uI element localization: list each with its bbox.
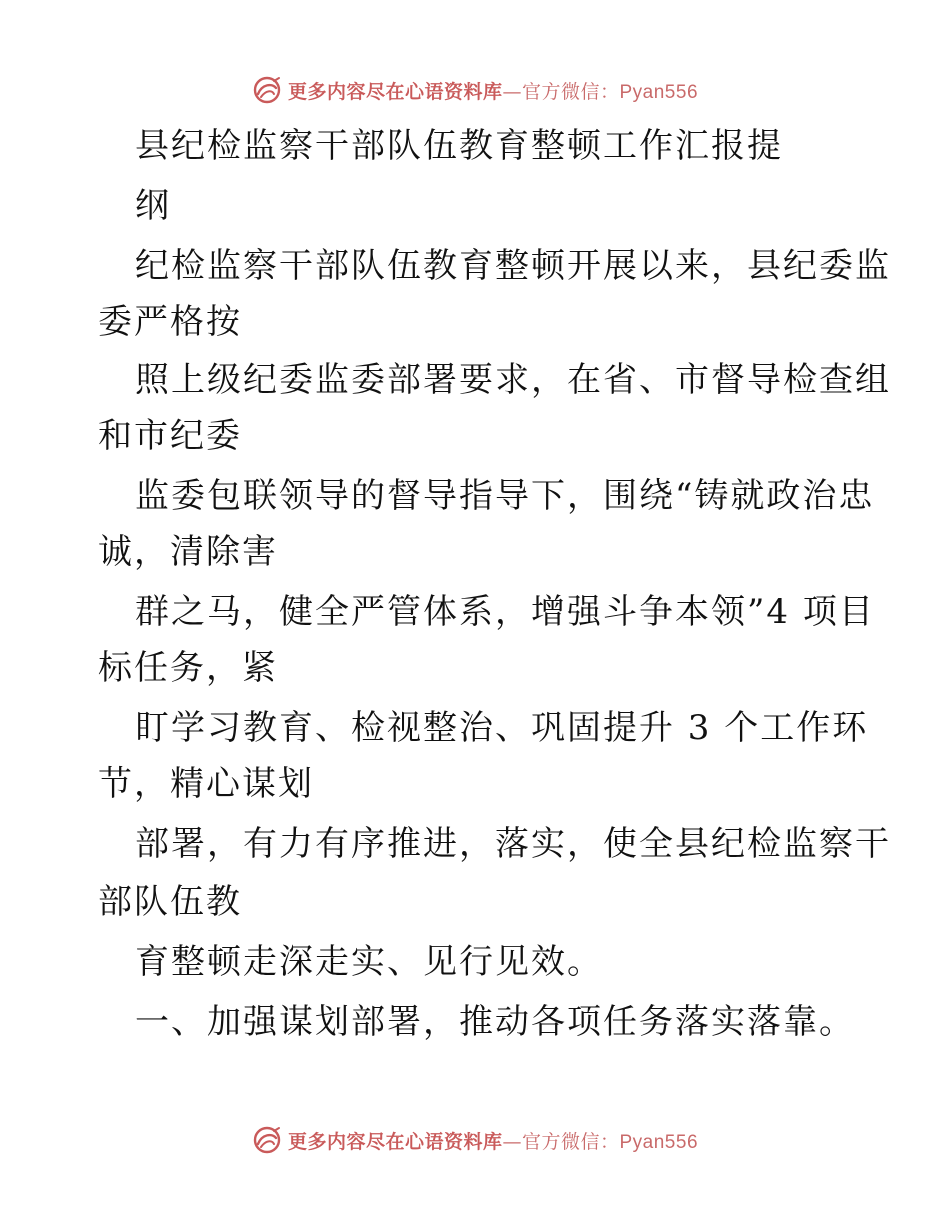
swirl-logo-icon (252, 75, 282, 105)
watermark-dash: — (502, 80, 522, 103)
watermark-brand: Pyan556 (619, 81, 699, 103)
watermark-brand: Pyan556 (619, 1131, 699, 1153)
paragraph-line: 和市纪委 (98, 416, 242, 456)
swirl-logo-icon (252, 1125, 282, 1155)
paragraph-line: 诚，清除害 (98, 532, 278, 572)
paragraph-line: 纪检监察干部队伍教育整顿开展以来，县纪委监 (135, 246, 891, 286)
header-watermark (0, 70, 950, 110)
watermark-suffix: 官方微信： (521, 1130, 620, 1153)
paragraph-line: 部署，有力有序推进，落实，使全县纪检监察干 (135, 824, 891, 864)
document-title-line-2: 纲 (135, 186, 171, 226)
watermark-text (288, 1127, 698, 1154)
watermark-prefix: 更多内容尽在心语资料库 (287, 80, 503, 103)
footer-watermark (0, 1120, 950, 1160)
paragraph-line: 群之马，健全严管体系，增强斗争本领”4 项目 (135, 592, 875, 632)
paragraph-line: 节，精心谋划 (98, 764, 314, 804)
paragraph-line: 委严格按 (98, 302, 242, 342)
watermark-suffix: 官方微信： (521, 80, 620, 103)
watermark-text (288, 77, 698, 104)
section-heading: 一、加强谋划部署，推动各项任务落实落靠。 (135, 1002, 855, 1042)
paragraph-line: 标任务，紧 (98, 648, 278, 688)
paragraph-line: 育整顿走深走实、见行见效。 (135, 942, 603, 982)
paragraph-line: 照上级纪委监委部署要求，在省、市督导检查组 (135, 360, 891, 400)
watermark-prefix: 更多内容尽在心语资料库 (287, 1130, 503, 1153)
paragraph-line: 部队伍教 (98, 882, 242, 922)
document-title-line-1: 县纪检监察干部队伍教育整顿工作汇报提 (135, 126, 783, 166)
paragraph-line: 监委包联领导的督导指导下，围绕“铸就政治忠 (135, 476, 875, 516)
watermark-dash: — (502, 1130, 522, 1153)
paragraph-line: 盯学习教育、检视整治、巩固提升 3 个工作环 (135, 708, 869, 748)
